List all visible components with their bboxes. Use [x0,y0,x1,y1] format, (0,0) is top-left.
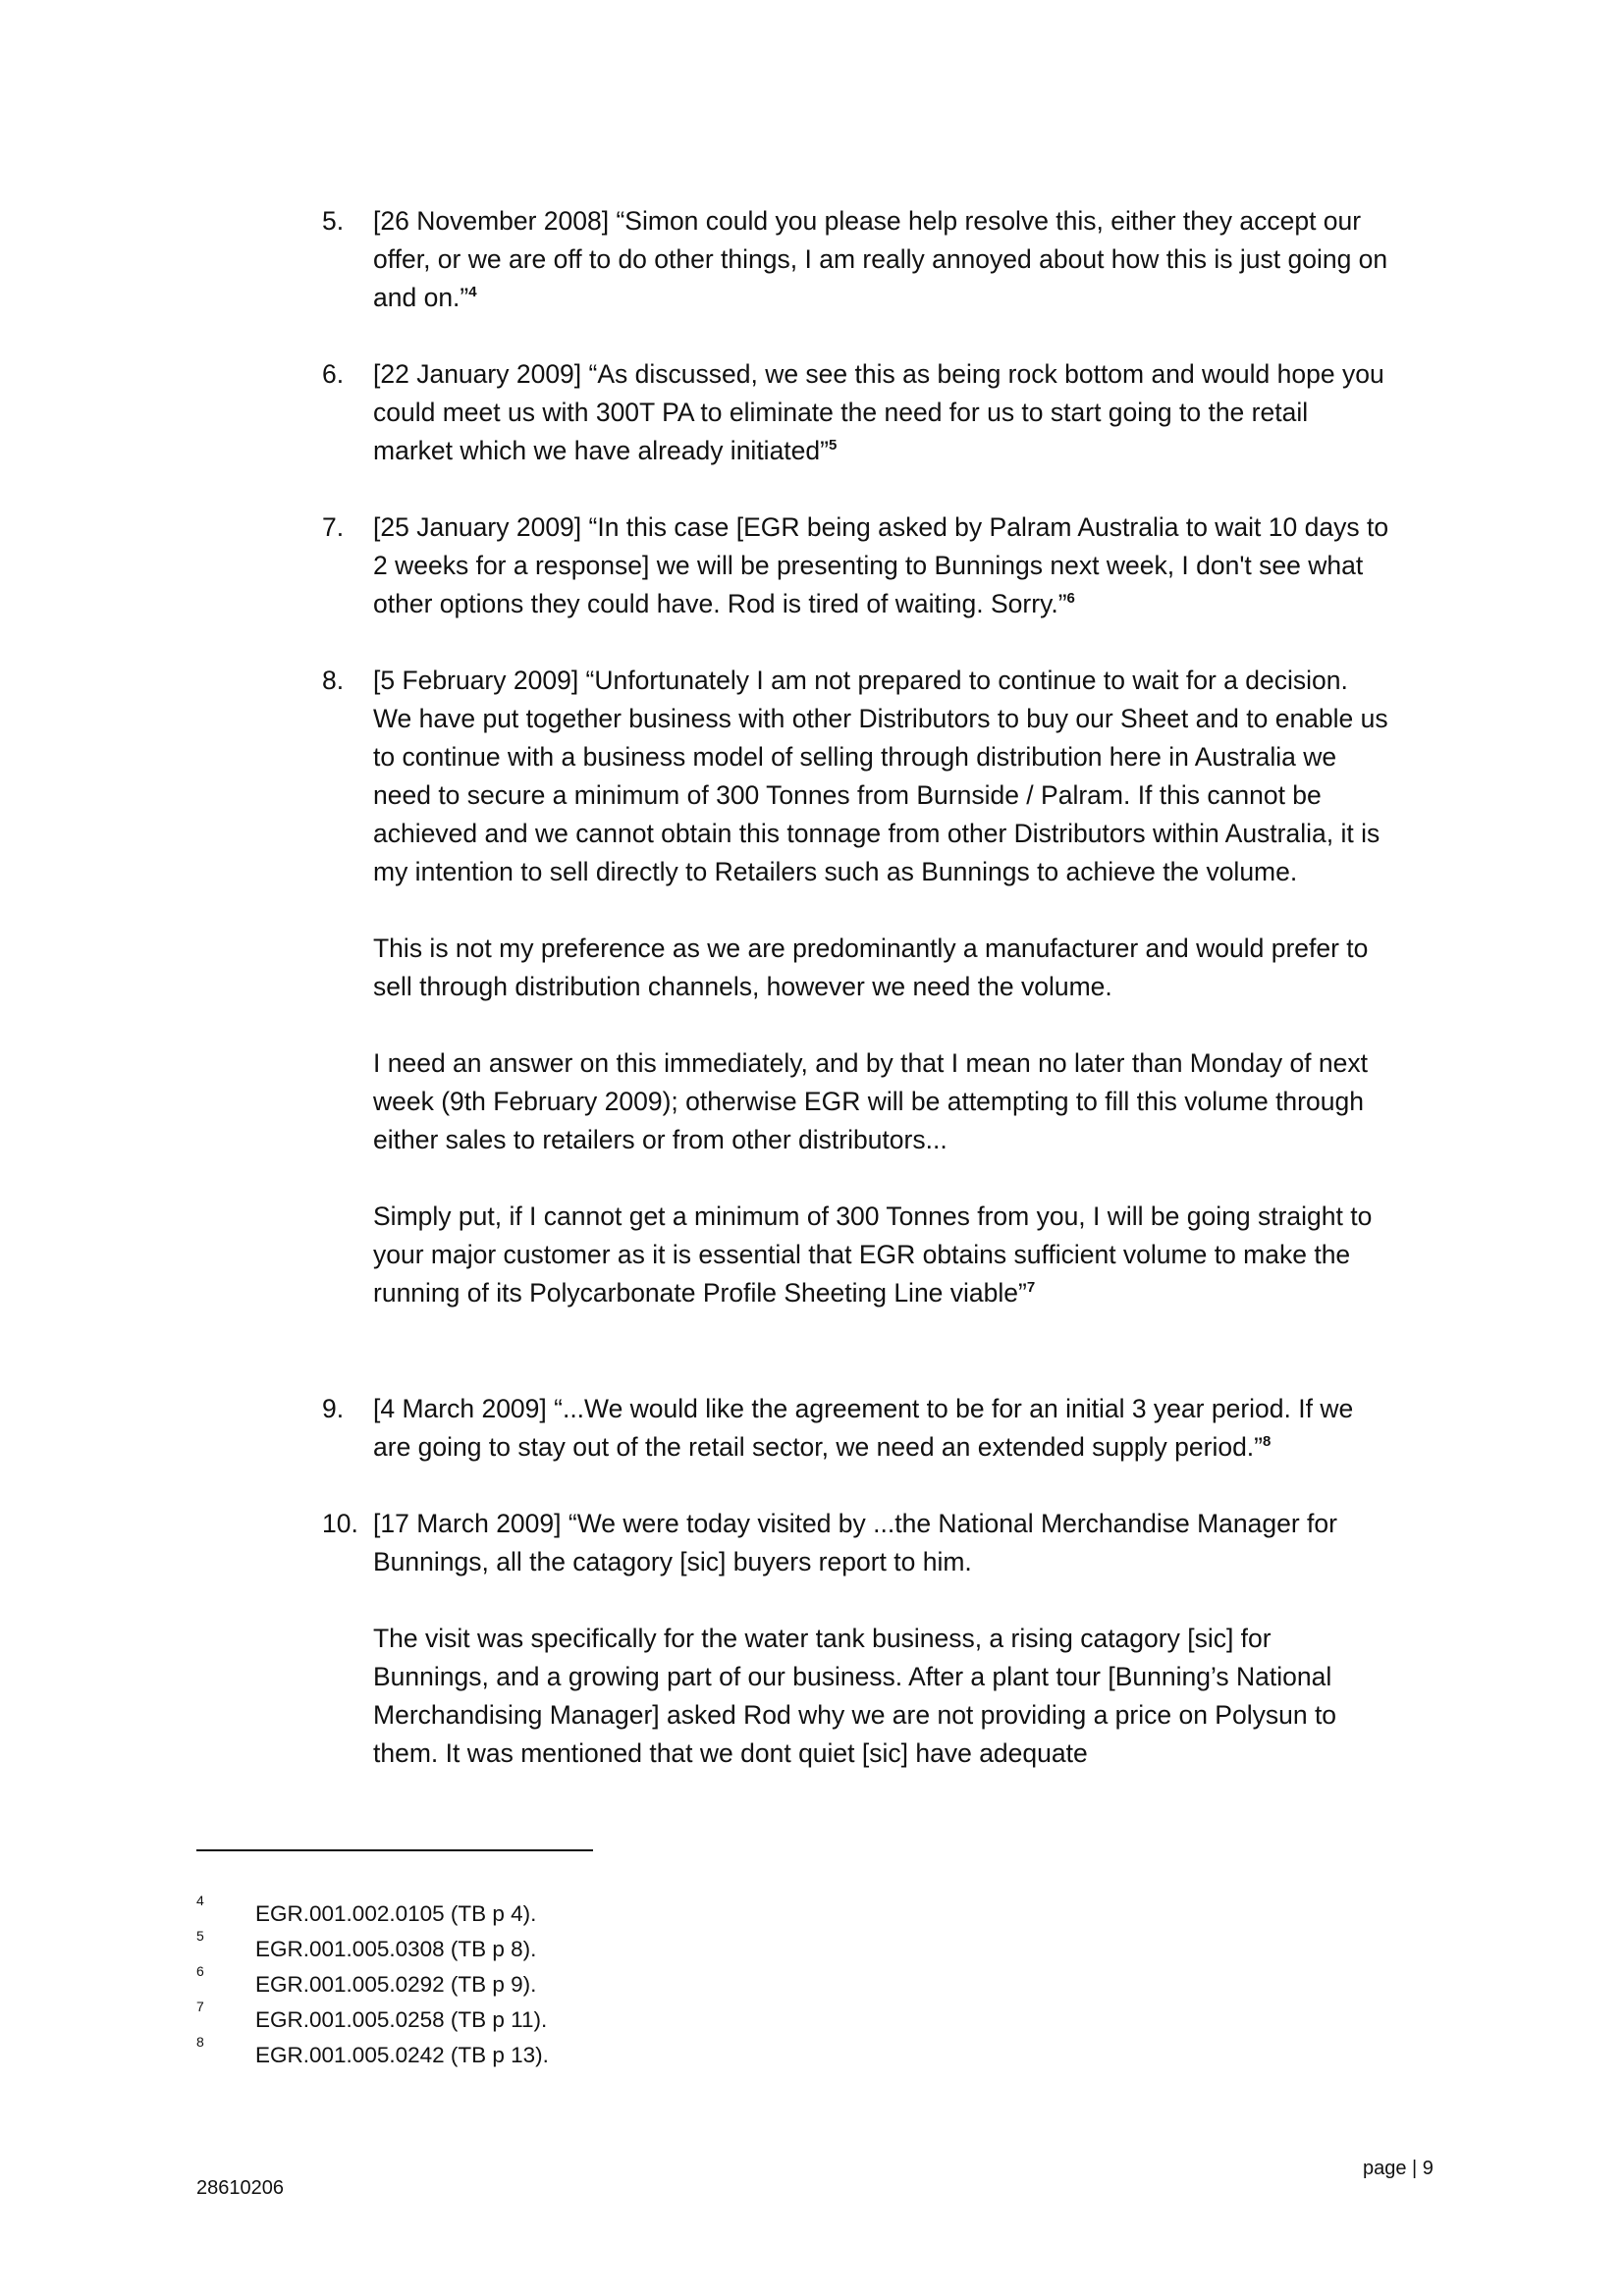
paragraph-text: The visit was specifically for the water tank business, a rising catagory [sic] for Bunnings, and a growing part of our business. After a plant tour [Bunning’s National Merchandising Manager] asked Rod why we are not providing a price on Polysun to them. It was mentioned that we dont quiet [sic] have adequate [373,1624,1337,1768]
footnote-text: EGR.001.005.0292 (TB p 9). [255,1972,537,1997]
footnote-ref: 8 [1263,1433,1272,1451]
paragraph-number: 5. [322,206,345,236]
footnote-text: EGR.001.005.0258 (TB p 11). [255,2007,548,2032]
footnote-text: EGR.001.002.0105 (TB p 4). [255,1901,537,1926]
paragraph-text: I need an answer on this immediately, and by that I mean no later than Monday of next week (9th February 2009); otherwise EGR will be attempting to fill this volume through either sales to retailers or from other distributors... [373,1048,1368,1154]
paragraph-body [373,202,1392,317]
paragraph-body [373,662,1392,1312]
footnote-ref: 6 [1066,590,1075,608]
footnote-number: 8 [196,2034,204,2050]
paragraph-text: Simply put, if I cannot get a minimum of 300 Tonnes from you, I will be going straight to your major customer as it is essential that EGR obtains sufficient volume to make the running of its Polycarbonate Profile Sheeting Line viable”$^7$ [373,1201,1373,1308]
paragraph-text: This is not my preference as we are predominantly a manufacturer and would prefer to sell through distribution channels, however we need the volume. [373,934,1369,1001]
paragraph-body [373,355,1392,470]
numbered-paragraph-10 [322,1505,1392,1773]
page-number: page | 9 [1363,2158,1434,2179]
paragraph-text: [25 January 2009] “In this case [EGR being asked by Palram Australia to wait 10 days to 2 weeks for a response] we will be presenting to Bunnings next week, I don't see what other options they could have. Rod is tired of waiting. Sorry.”$^6$ [373,512,1389,618]
paragraph-text: [4 March 2009] “...We would like the agreement to be for an initial 3 year period. If we are going to stay out of the retail sector, we need an extended supply period.”$^8$ [373,1394,1354,1462]
footnote-number: 5 [196,1928,204,1944]
footnote-number: 7 [196,1999,204,2014]
footnote-text: EGR.001.005.0308 (TB p 8). [255,1937,537,1961]
footnote-separator [196,1849,593,1851]
paragraph-number: 7. [322,512,345,542]
footnote-number: 4 [196,1893,204,1908]
paragraph-text: [22 January 2009] “As discussed, we see this as being rock bottom and would hope you could meet us with 300T PA to eliminate the need for us to start going to the retail market which we have already initiated”$^5$ [373,359,1384,465]
footnote-number: 6 [196,1963,204,1979]
paragraph-body [373,1390,1392,1467]
paragraph-number: 9. [322,1394,345,1423]
footnote-ref: 5 [828,437,838,454]
paragraph-text: [17 March 2009] “We were today visited by ...the National Merchandise Manager for Bunnings, all the catagory [sic] buyers report to him. [373,1509,1337,1576]
paragraph-number: 10. [322,1509,358,1538]
paragraph-text: [26 November 2008] “Simon could you please help resolve this, either they accept our offer, or we are off to do other things, I am really annoyed about how this is just going on and on.”$^4$ [373,206,1388,312]
numbered-paragraph-8 [322,662,1392,1312]
footnote-text: EGR.001.005.0242 (TB p 13). [255,2043,549,2067]
footnote-ref: 4 [468,284,477,301]
paragraph-body [373,1505,1392,1773]
numbered-paragraph-6 [322,355,1392,470]
paragraph-number: 8. [322,666,345,695]
paragraph-text: [5 February 2009] “Unfortunately I am not prepared to continue to wait for a decision. We have put together business with other Distributors to buy our Sheet and to enable us to continue with a business model of selling through distribution here in Australia we need to secure a minimum of 300 Tonnes from Burnside / Palram. If this cannot be achieved and we cannot obtain this tonnage from other Distributors within Australia, it is my intention to sell directly to Retailers such as Bunnings to achieve the volume. [373,666,1388,886]
document-number: 28610206 [196,2177,284,2199]
paragraph-body [373,508,1392,623]
numbered-paragraph-5 [322,202,1392,317]
numbered-paragraph-9 [322,1390,1392,1467]
paragraph-number: 6. [322,359,345,389]
footnote-ref: 7 [1026,1279,1036,1297]
numbered-paragraph-7 [322,508,1392,623]
